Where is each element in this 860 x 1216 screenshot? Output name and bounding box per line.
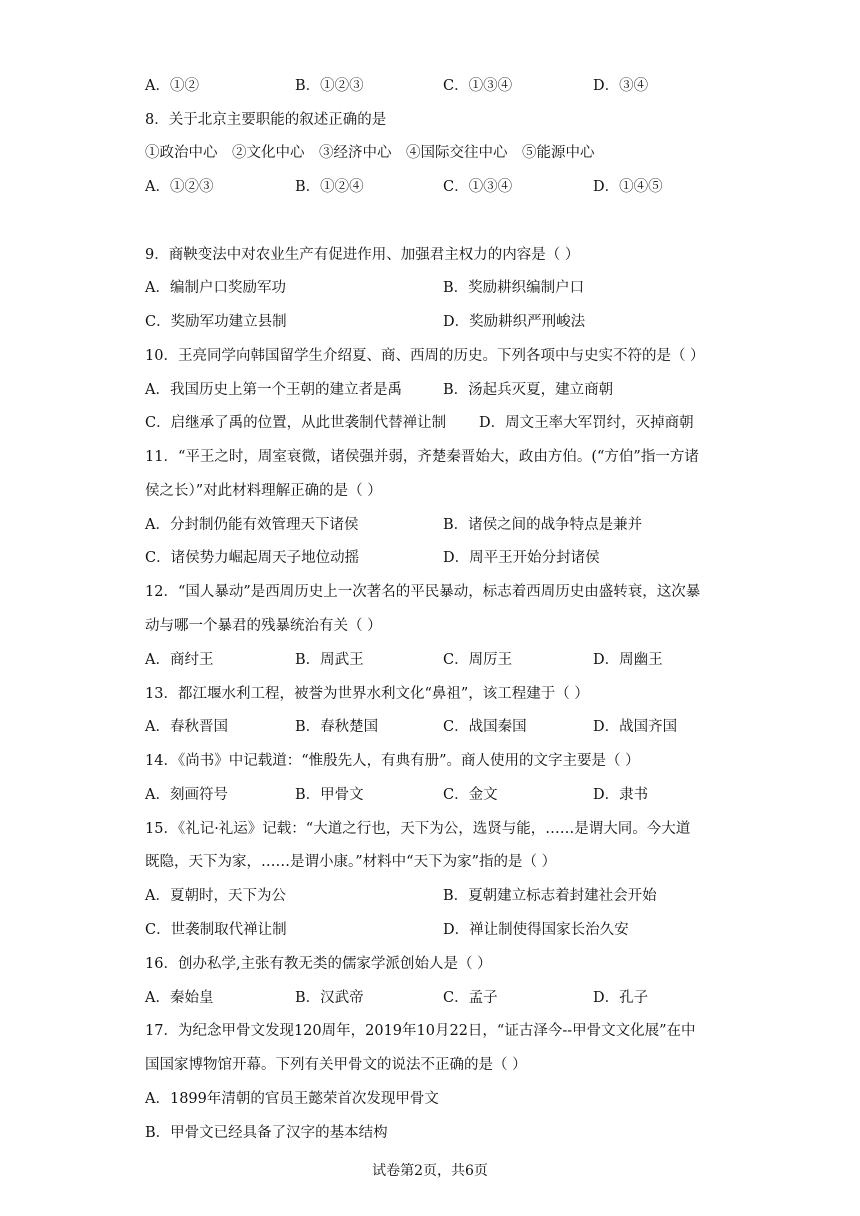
option-a: A．分封制仍能有效管理天下诸侯 <box>145 517 359 533</box>
option-d: D．战国齐国 <box>593 719 678 735</box>
option-d: D．孔子 <box>593 990 649 1006</box>
q15-stem-line1: 15．《礼记·礼运》记载：“大道之行也，天下为公，选贤与能，……是谓大同。今大道 <box>145 821 691 837</box>
option-b: B．汉武帝 <box>295 990 364 1006</box>
q15-stem-line2: 既隐，天下为家，……是谓小康。”材料中“天下为家”指的是（ ） <box>145 854 557 870</box>
option-b: B．周武王 <box>295 652 364 668</box>
option-b: B．汤起兵灭夏，建立商朝 <box>443 382 614 398</box>
option-c: C．启继承了禹的位置，从此世袭制代替禅让制 <box>145 415 447 431</box>
q11-stem-line2: 侯之长）”对此材料理解正确的是（ ） <box>145 483 382 499</box>
q17-stem-line2: 国国家博物馆开幕。下列有关甲骨文的说法不正确的是（ ） <box>145 1057 527 1073</box>
option-a: A．①② <box>145 78 199 94</box>
option-a: A．秦始皇 <box>145 990 214 1006</box>
option-b: B．春秋楚国 <box>295 719 379 735</box>
q11-stem-line1: 11．“平王之时，周室衰微，诸侯强并弱，齐楚秦晋始大，政由方伯。(“方伯”指一方诸 <box>145 449 699 465</box>
option-d: D．①④⑤ <box>593 179 663 195</box>
option-b: B．①②④ <box>295 179 364 195</box>
option-c: C．周厉王 <box>443 652 513 668</box>
option-d: D．③④ <box>593 78 649 94</box>
option-b: B．诸侯之间的战争特点是兼并 <box>443 517 643 533</box>
q14-stem: 14．《尚书》中记载道：“惟殷先人，有典有册”。商人使用的文字主要是（ ） <box>145 753 640 769</box>
q16-stem: 16．创办私学,主张有教无类的儒家学派创始人是（ ） <box>145 956 492 972</box>
option-a: A．夏朝时，天下为公 <box>145 888 286 904</box>
option-a: A．①②③ <box>145 179 214 195</box>
option-b: B．甲骨文 <box>295 787 364 803</box>
option-b: B．奖励耕织编制户口 <box>443 280 585 296</box>
option-b: B．①②③ <box>295 78 364 94</box>
q9-stem: 9．商鞅变法中对农业生产有促进作用、加强君主权力的内容是（ ） <box>145 247 580 263</box>
q17-stem-line1: 17．为纪念甲骨文发现120周年，2019年10月22日，“证古泽今--甲骨文文化展”在中 <box>145 1023 696 1039</box>
option-b: B．夏朝建立标志着封建社会开始 <box>443 888 657 904</box>
page-footer: 试卷第2页，共6页 <box>372 1163 488 1179</box>
option-c: C．奖励军功建立县制 <box>145 314 287 330</box>
q17-option-a: A．1899年清朝的官员王懿荣首次发现甲骨文 <box>145 1091 439 1107</box>
q8-items: ①政治中心 ②文化中心 ③经济中心 ④国际交往中心 ⑤能源中心 <box>145 145 595 161</box>
q10-stem: 10．王亮同学向韩国留学生介绍夏、商、西周的历史。下列各项中与史实不符的是（ ） <box>145 348 705 364</box>
option-c: C．①③④ <box>443 78 513 94</box>
option-d: D．周幽王 <box>593 652 663 668</box>
q12-stem-line1: 12．“国人暴动”是西周历史上一次著名的平民暴动，标志着西周历史由盛转衰，这次暴 <box>145 584 701 600</box>
option-a: A．刻画符号 <box>145 787 228 803</box>
option-c: C．金文 <box>443 787 498 803</box>
option-c: C．战国秦国 <box>443 719 527 735</box>
q8-stem: 8．关于北京主要职能的叙述正确的是 <box>145 112 387 128</box>
option-d: D．禅让制使得国家长治久安 <box>443 922 629 938</box>
option-c: C．①③④ <box>443 179 513 195</box>
option-d: D．隶书 <box>593 787 649 803</box>
option-a: A．我国历史上第一个王朝的建立者是禹 <box>145 382 402 398</box>
option-c: C．孟子 <box>443 990 498 1006</box>
option-d: D．奖励耕织严刑峻法 <box>443 314 586 330</box>
option-a: A．春秋晋国 <box>145 719 228 735</box>
option-c: C．诸侯势力崛起周天子地位动摇 <box>145 550 360 566</box>
q13-stem: 13．都江堰水利工程，被誉为世界水利文化“鼻祖”，该工程建于（ ） <box>145 686 589 702</box>
option-a: A．商纣王 <box>145 652 214 668</box>
option-a: A．编制户口奖励军功 <box>145 280 286 296</box>
option-c: C．世袭制取代禅让制 <box>145 922 287 938</box>
q12-stem-line2: 动与哪一个暴君的残暴统治有关（ ） <box>145 618 382 634</box>
option-d: D．周文王率大军罚纣，灭掉商朝 <box>479 415 694 431</box>
q17-option-b: B．甲骨文已经具备了汉字的基本结构 <box>145 1125 388 1141</box>
option-d: D．周平王开始分封诸侯 <box>443 550 600 566</box>
